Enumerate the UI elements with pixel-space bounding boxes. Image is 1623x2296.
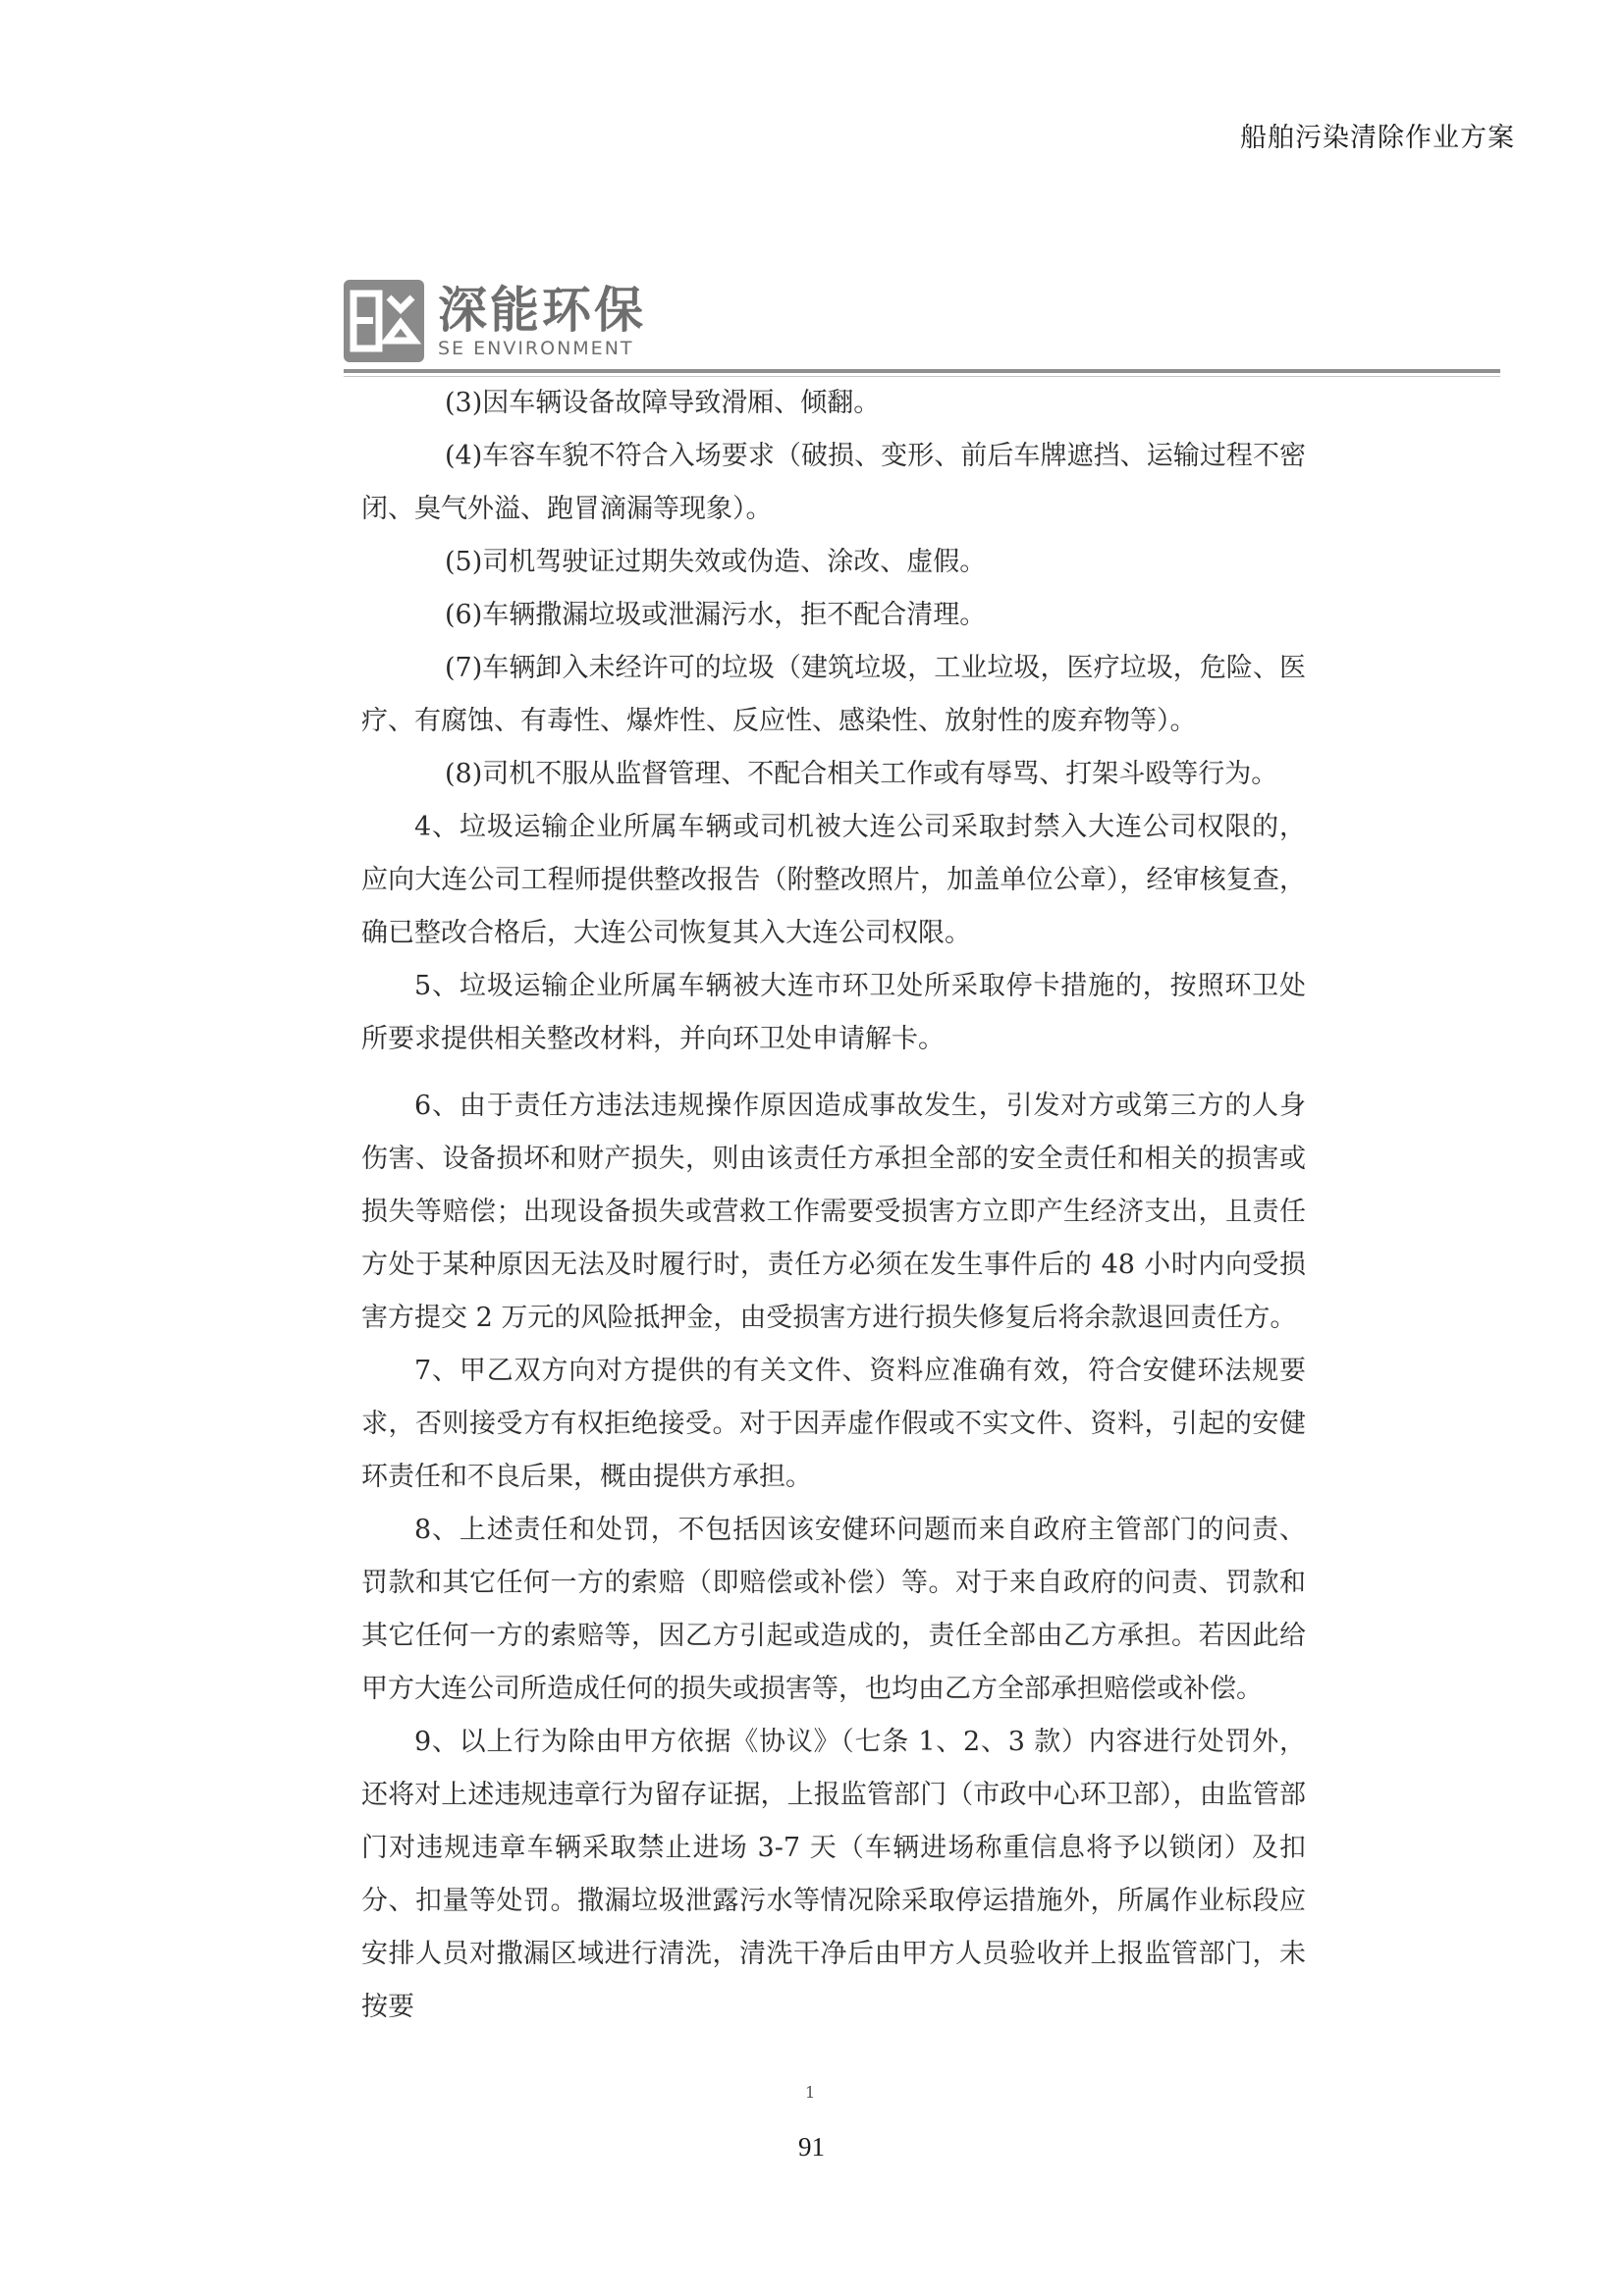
list-item: (5)司机驾驶证过期失效或伪造、涂改、虚假。 (445, 547, 987, 577)
body-text (361, 377, 1306, 2034)
list-item: (4)车容车貌不符合入场要求（破损、变形、前后车牌遮挡、运输过程不密闭、臭气外溢、跑冒滴漏等现象）。 (361, 441, 1306, 524)
list-item: (3)因车辆设备故障导致滑厢、倾翻。 (445, 388, 881, 418)
header-rule (344, 369, 1500, 373)
paragraph: 4、垃圾运输企业所属车辆或司机被大连公司采取封禁入大连公司权限的，应向大连公司工程师提供整改报告（附整改照片，加盖单位公章），经审核复查，确已整改合格后，大连公司恢复其入大连公司权限。 (361, 812, 1306, 948)
paragraph: 5、垃圾运输企业所属车辆被大连市环卫处所采取停卡措施的，按照环卫处所要求提供相关整改材料，并向环卫处申请解卡。 (361, 971, 1306, 1054)
paragraph: 6、由于责任方违法违规操作原因造成事故发生，引发对方或第三方的人身伤害、设备损坏和财产损失，则由该责任方承担全部的安全责任和相关的损害或损失等赔偿；出现设备损失或营救工作需要受损害方立即产生经济支出，且责任方处于某种原因无法及时履行时，责任方必须在发生事件后的 48 小时内向受损害方提交 2 万元的风险抵押金，由受损害方进行损失修复后将余款退回责任方。 (361, 1091, 1306, 1333)
company-logo (344, 277, 646, 365)
paragraph: 9、以上行为除由甲方依据《协议》（七条 1、2、3 款）内容进行处罚外，还将对上述违规违章行为留存证据，上报监管部门（市政中心环卫部），由监管部门对违规违章车辆采取禁止进场 3-7 天（车辆进场称重信息将予以锁闭）及扣分、扣量等处罚。撒漏垃圾泄露污水等情况除采取停运措施外，所属作业标段应安排人员对撒漏区域进行清洗，清洗干净后由甲方人员验收并上报监管部门，未按要 (361, 1727, 1306, 2022)
list-item: (7)车辆卸入未经许可的垃圾（建筑垃圾，工业垃圾，医疗垃圾，危险、医疗、有腐蚀、有毒性、爆炸性、反应性、感染性、放射性的废弃物等）。 (361, 653, 1306, 736)
paragraph: 8、上述责任和处罚，不包括因该安健环问题而来自政府主管部门的问责、罚款和其它任何一方的索赔（即赔偿或补偿）等。对于来自政府的问责、罚款和其它任何一方的索赔等，因乙方引起或造成的，责任全部由乙方承担。若因此给甲方大连公司所造成任何的损失或损害等，也均由乙方全部承担赔偿或补偿。 (361, 1515, 1306, 1704)
page-number: 91 (798, 2132, 825, 2162)
paragraph: 7、甲乙双方向对方提供的有关文件、资料应准确有效，符合安健环法规要求，否则接受方有权拒绝接受。对于因弄虚作假或不实文件、资料，引起的安健环责任和不良后果，概由提供方承担。 (361, 1356, 1306, 1492)
list-item: (8)司机不服从监督管理、不配合相关工作或有辱骂、打架斗殴等行为。 (445, 759, 1278, 789)
logo-name-en: SE ENVIRONMENT (438, 338, 634, 359)
logo-emblem-icon (344, 280, 424, 362)
list-item: (6)车辆撒漏垃圾或泄漏污水，拒不配合清理。 (445, 600, 987, 630)
inner-page-number: 1 (805, 2083, 816, 2102)
running-header: 船舶污染清除作业方案 (1240, 123, 1515, 153)
logo-text (438, 283, 646, 359)
logo-name-cn: 深能环保 (438, 282, 646, 339)
